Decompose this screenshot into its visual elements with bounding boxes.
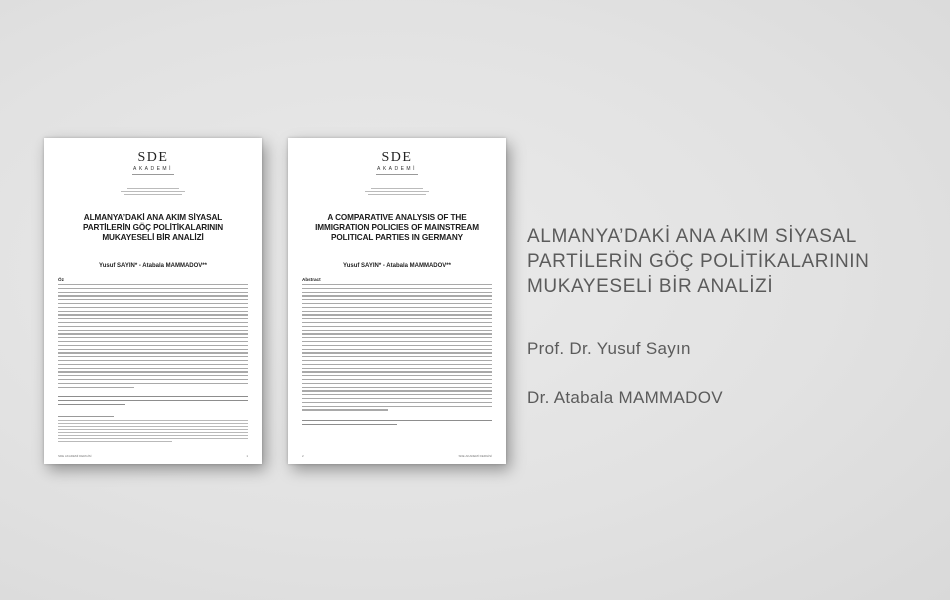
page-footer: 2 SDE AKADEMİ DERGİSİ — [302, 454, 492, 458]
author-primary: Prof. Dr. Yusuf Sayın — [527, 339, 691, 358]
author-secondary: Dr. Atabala MAMMADOV — [527, 388, 723, 407]
issue-info — [44, 188, 262, 197]
issue-info — [288, 188, 506, 197]
keywords — [58, 396, 248, 407]
body-text — [302, 284, 492, 413]
page-title: ALMANYA’DAKİ ANA AKIM SİYASAL PARTİLERİN GÖÇ POLİTİKALARININ MUKAYESELİ BİR ANALİZİ — [82, 213, 224, 242]
page-footer: SDE AKADEMİ DERGİSİ 1 — [58, 454, 248, 458]
page-authors: Yusuf SAYIN* - Atabala MAMMADOV** — [99, 263, 207, 269]
article-page-english — [288, 138, 506, 464]
page-title: A COMPARATIVE ANALYSIS OF THE IMMIGRATION POLICIES OF MAINSTREAM POLITICAL PARTIES IN GERMANY — [315, 213, 479, 242]
section-heading: Abstract — [302, 277, 321, 282]
keywords — [302, 420, 492, 428]
sde-logo: SDE AKADEMİ — [288, 151, 506, 175]
sde-logo: SDE AKADEMİ — [44, 151, 262, 175]
section-heading: Öz — [58, 277, 64, 282]
article-title: ALMANYA’DAKİ ANA AKIM SİYASAL PARTİLERİN GÖÇ POLİTİKALARININ MUKAYESELİ BİR ANALİZİ — [527, 226, 870, 297]
page-authors: Yusuf SAYIN* - Atabala MAMMADOV** — [343, 263, 451, 269]
article-page-turkish — [44, 138, 262, 464]
body-text — [58, 284, 248, 390]
footnotes — [58, 420, 248, 444]
